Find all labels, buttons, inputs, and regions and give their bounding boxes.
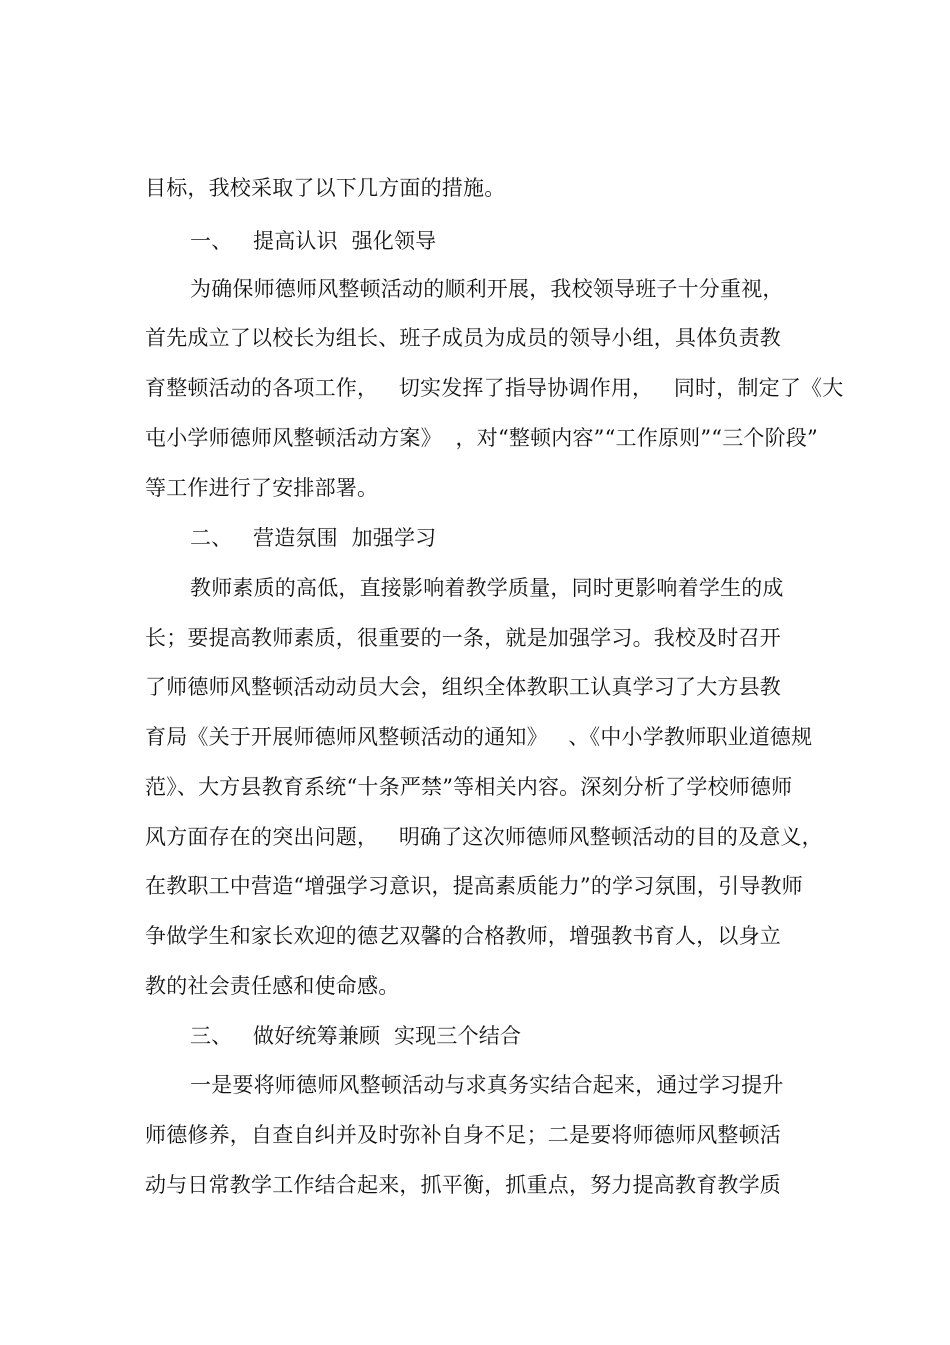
body-line: 育局《关于开展师德师风整顿活动的通知》 、《中小学教师职业道德规 <box>145 725 813 749</box>
body-line: 屯小学师德师风整顿活动方案》 ，对“整顿内容”“工作原则”“三个阶段” <box>145 426 818 450</box>
body-line: 争做学生和家长欢迎的德艺双馨的合格教师，增强教书育人，以身立 <box>145 924 781 948</box>
body-line: 长；要提高教师素质，很重要的一条，就是加强学习。我校及时召开 <box>145 626 781 650</box>
body-line: 为确保师德师风整顿活动的顺利开展，我校领导班子十分重视， <box>190 277 784 301</box>
body-line: 在教职工中营造“增强学习意识，提高素质能力”的学习氛围，引导教师 <box>145 874 803 898</box>
body-line: 动与日常教学工作结合起来，抓平衡，抓重点，努力提高教育教学质 <box>145 1173 781 1197</box>
body-line: 教师素质的高低，直接影响着教学质量，同时更影响着学生的成 <box>190 576 784 600</box>
section-heading-3: 三、 做好统筹兼顾 实现三个结合 <box>190 1024 522 1048</box>
section-heading-1: 一、 提高认识 强化领导 <box>190 229 437 253</box>
section-heading-2: 二、 营造氛围 加强学习 <box>190 526 437 550</box>
body-line: 目标，我校采取了以下几方面的措施。 <box>145 176 506 200</box>
body-line: 师德修养，自查自纠并及时弥补自身不足；二是要将师德师风整顿活 <box>145 1123 781 1147</box>
body-line: 等工作进行了安排部署。 <box>145 476 379 500</box>
body-line: 范》、大方县教育系统“十条严禁”等相关内容。深刻分析了学校师德师 <box>145 775 793 799</box>
body-line: 首先成立了以校长为组长、班子成员为成员的领导小组，具体负责教 <box>145 326 781 350</box>
body-line: 一是要将师德师风整顿活动与求真务实结合起来，通过学习提升 <box>190 1073 784 1097</box>
body-line: 风方面存在的突出问题， 明确了这次师德师风整顿活动的目的及意义， <box>145 825 823 849</box>
body-line: 了师德师风整顿活动动员大会，组织全体教职工认真学习了大方县教 <box>145 675 781 699</box>
body-line: 育整顿活动的各项工作， 切实发挥了指导协调作用， 同时，制定了《大 <box>145 376 844 400</box>
body-line: 教的社会责任感和使命感。 <box>145 974 400 998</box>
